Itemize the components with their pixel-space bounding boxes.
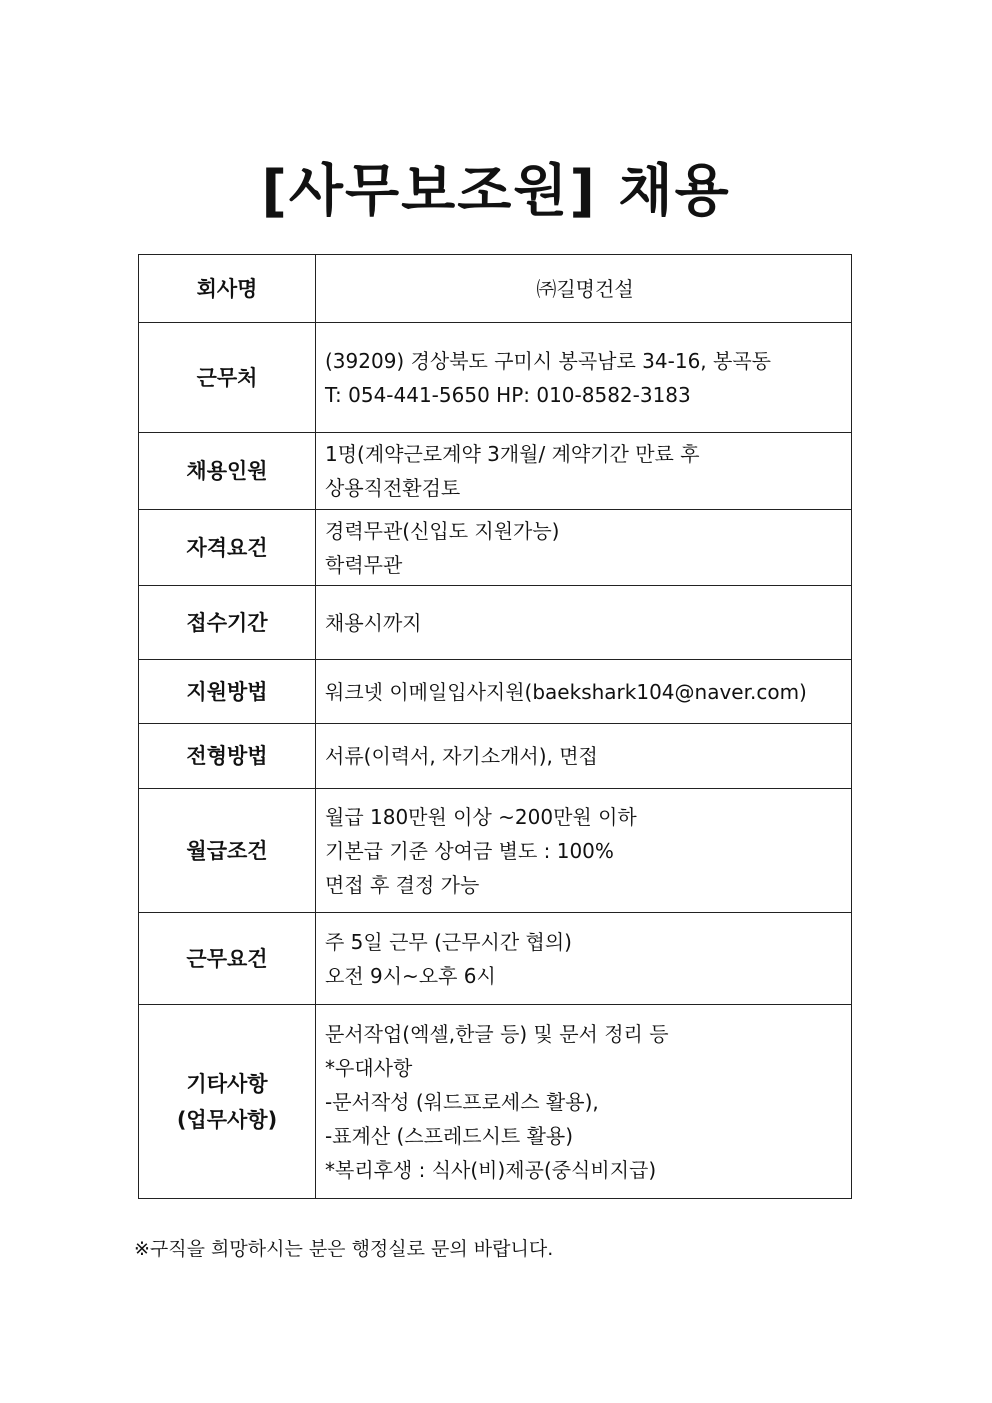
row-label [139,586,316,660]
job-info-table [138,254,852,1199]
table-row-qualification [139,510,852,586]
row-value-line: -표계산 (스프레드시트 활용) [325,1123,574,1148]
row-label-text: 접수기간 [186,610,268,635]
row-label-text: 기타사항 [186,1071,268,1096]
row-value [316,586,852,660]
row-label-text: 전형방법 [186,744,268,768]
table-row-workplace [139,323,852,433]
row-value-line: 면접 후 결정 가능 [325,872,480,897]
table-row-application-method [139,660,852,724]
row-value-line: -문서작성 (워드프로세스 활용), [325,1089,599,1114]
row-label-text: 채용인원 [186,459,268,483]
page-title: [사무보조원] 채용 [261,159,731,224]
row-value-line: 주 5일 근무 (근무시간 협의) [325,929,572,954]
row-value [316,510,852,586]
row-label-text: 회사명 [196,276,258,301]
row-label [139,510,316,586]
table-row-application-period [139,586,852,660]
row-label-text: 자격요건 [186,535,268,560]
row-label-text: (업무사항) [176,1107,278,1132]
table-row-selection-method [139,724,852,789]
row-value-line: 1명(계약근로계약 3개월/ 계약기간 만료 후 [325,442,700,466]
row-value [316,724,852,789]
row-label-text: 지원방법 [186,679,268,704]
table-row-other [139,1005,852,1199]
row-value [316,913,852,1005]
row-label [139,1005,316,1199]
row-value [316,1005,852,1199]
row-label [139,724,316,789]
row-label [139,660,316,724]
row-value-line: 상용직전환검토 [325,476,461,500]
row-value-line: (39209) 경상북도 구미시 봉곡남로 34-16, 봉곡동 [325,348,771,373]
table-row-headcount [139,433,852,510]
row-label [139,433,316,510]
row-label-text: 근무요건 [186,946,268,971]
row-label [139,913,316,1005]
row-value-line: 서류(이력서, 자기소개서), 면접 [325,744,598,768]
table-row-company [139,255,852,323]
footer-note: ※구직을 희망하시는 분은 행정실로 문의 바랍니다. [134,1238,554,1260]
row-value-line: 기본급 기준 상여금 별도 : 100% [325,838,614,863]
row-value-line: T: 054-441-5650 HP: 010-8582-3183 [325,382,691,407]
row-value-line: 채용시까지 [325,610,422,635]
row-label-text: 월급조건 [186,838,268,863]
row-value-line: 월급 180만원 이상 ~200만원 이하 [325,804,637,829]
row-value [316,323,852,433]
row-value-line: ㈜길명건설 [536,276,634,301]
row-value-line: 경력무관(신입도 지원가능) [325,518,560,543]
row-value-line: 오전 9시~오후 6시 [325,963,496,988]
table-row-work-conditions [139,913,852,1005]
row-label [139,255,316,323]
table-row-salary [139,789,852,913]
row-label [139,323,316,433]
row-value [316,433,852,510]
row-value-line: 학력무관 [325,552,403,577]
row-value-line: *복리후생 : 식사(비)제공(중식비지급) [325,1157,657,1182]
row-label [139,789,316,913]
row-value [316,789,852,913]
row-label-text: 근무처 [196,365,258,390]
row-value-line: 문서작업(엑셀,한글 등) 및 문서 정리 등 [325,1021,669,1046]
row-value-line: *우대사항 [325,1055,413,1080]
row-value [316,255,852,323]
row-value [316,660,852,724]
row-value-line: 워크넷 이메일입사지원(baekshark104@naver.com) [325,679,807,704]
